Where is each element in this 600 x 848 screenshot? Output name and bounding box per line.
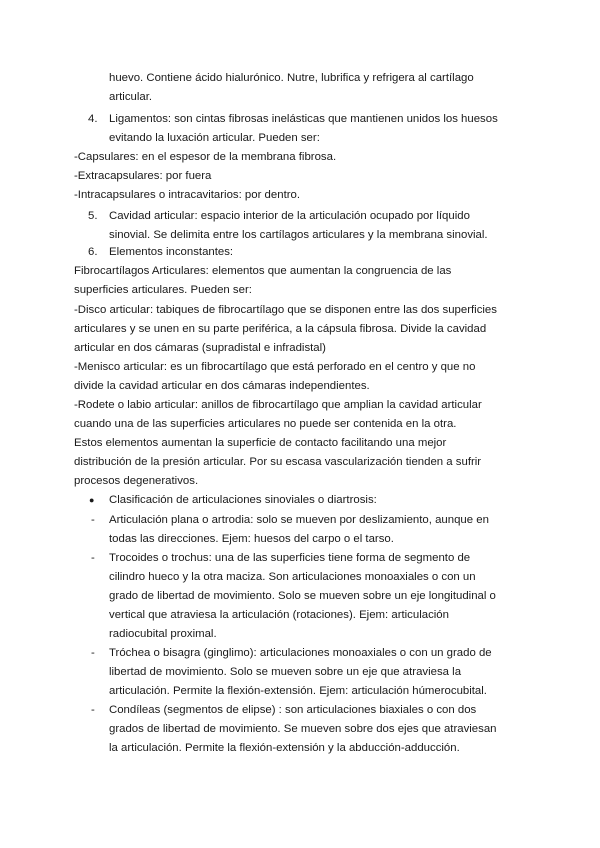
text-line: -Menisco articular: es un fibrocartílago que está perforado en el centro y que no [74,361,476,373]
text-line: articulares y se unen en su parte periférica, a la cápsula fibrosa. Divide la cavidad [74,323,487,335]
text-line: cuando una de las superficies articulares no puede ser contenida en la otra. [74,418,457,430]
dash-marker: - [91,552,95,564]
text-line: -Extracapsulares: por fuera [74,170,212,182]
text-line: -Intracapsulares o intracavitarios: por dentro. [74,189,301,201]
list-number: 6. [88,246,98,258]
text-line: divide la cavidad articular en dos cámaras independientes. [74,380,370,392]
text-line: grados de libertad de movimiento. Se mueven sobre dos ejes que atraviesan [109,723,497,735]
text-line: -Capsulares: en el espesor de la membrana fibrosa. [74,151,337,163]
text-line: Clasificación de articulaciones sinoviales o diartrosis: [109,494,377,506]
text-line: Cavidad articular: espacio interior de la articulación ocupado por líquido [109,210,470,222]
text-line: articular. [109,91,153,103]
text-line: Fibrocartílagos Articulares: elementos que aumentan la congruencia de las [74,265,452,277]
text-line: procesos degenerativos. [74,475,199,487]
text-line: Tróchea o bisagra (ginglimo): articulaciones monoaxiales o con un grado de [109,647,492,659]
text-line: articular en dos cámaras (supradistal e infradistal) [74,342,326,354]
list-number: 4. [88,113,98,125]
text-line: evitando la luxación articular. Pueden ser: [109,132,320,144]
bullet-marker: ● [89,495,95,505]
dash-marker: - [91,647,95,659]
text-line: grado de libertad de movimiento. Solo se mueven sobre un eje longitudinal o [109,590,496,602]
text-line: distribución de la presión articular. Por su escasa vascularización tienden a sufrir [74,456,482,468]
text-line: Elementos inconstantes: [109,246,234,258]
text-line: Ligamentos: son cintas fibrosas inelásticas que mantienen unidos los huesos [109,113,498,125]
text-line: -Rodete o labio articular: anillos de fibrocartílago que amplian la cavidad articular [74,399,482,411]
text-line: Articulación plana o artrodia: solo se mueven por deslizamiento, aunque en [109,514,489,526]
list-number: 5. [88,210,98,222]
text-line: superficies articulares. Pueden ser: [74,284,252,296]
text-line: libertad de movimiento. Solo se mueven sobre un eje que atraviesa la [109,666,462,678]
text-line: vertical que atraviesa la articulación (rotaciones). Ejem: articulación [109,609,449,621]
text-line: Trocoides o trochus: una de las superficies tiene forma de segmento de [109,552,471,564]
text-line: Estos elementos aumentan la superficie de contacto facilitando una mejor [74,437,447,449]
dash-marker: - [91,704,95,716]
text-line: radiocubital proximal. [109,628,217,640]
text-line: -Disco articular: tabiques de fibrocartílago que se disponen entre las dos superficies [74,304,497,316]
text-line: Condíleas (segmentos de elipse) : son articulaciones biaxiales o con dos [109,704,477,716]
text-line: todas las direcciones. Ejem: huesos del carpo o el tarso. [109,533,394,545]
text-line: sinovial. Se delimita entre los cartílagos articulares y la membrana sinovial. [109,229,488,241]
dash-marker: - [91,514,95,526]
text-line: articulación. Permite la flexión-extensión. Ejem: articulación húmerocubital. [109,685,487,697]
text-line: huevo. Contiene ácido hialurónico. Nutre, lubrifica y refrigera al cartílago [109,72,474,84]
text-line: la articulación. Permite la flexión-extensión y la abducción-adducción. [109,742,460,754]
text-line: cilindro hueco y la otra maciza. Son articulaciones monoaxiales o con un [109,571,476,583]
